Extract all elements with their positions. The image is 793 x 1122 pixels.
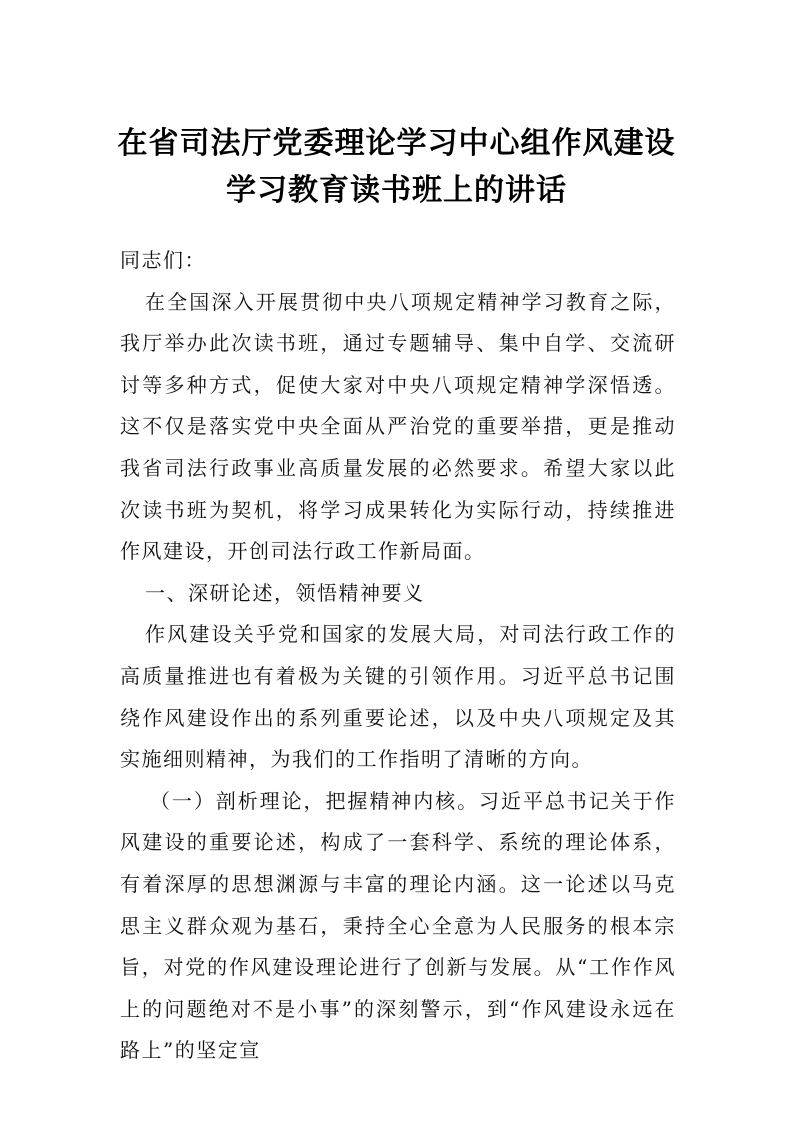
document-body bbox=[120, 240, 676, 1072]
section-heading-1: 一、深研论述，领悟精神要义 bbox=[145, 580, 425, 605]
greeting: 同志们： bbox=[120, 248, 206, 272]
paragraph-section-1: 作风建设关乎党和国家的发展大局，对司法行政工作的高质量推进也有着极为关键的引领作用。习近平总书记围绕作风建设作出的系列重要论述，以及中央八项规定及其实施细则精神，为我们的工作指明了清晰的方向。 bbox=[120, 622, 676, 772]
paragraph-subsection-1: （一）剖析理论，把握精神内核。习近平总书记关于作风建设的重要论述，构成了一套科学、系统的理论体系，有着深厚的思想渊源与丰富的理论内涵。这一论述以马克思主义群众观为基石，秉持全心全意为人民服务的根本宗旨，对党的作风建设理论进行了创新与发展。从“工作作风上的问题绝对不是小事”的深刻警示，到“作风建设永远在路上”的坚定宣 bbox=[120, 788, 676, 1063]
document-title-line-2: 学习教育读书班上的讲话 bbox=[226, 173, 567, 208]
paragraph-intro: 在全国深入开展贯彻中央八项规定精神学习教育之际，我厅举办此次读书班，通过专题辅导、集中自学、交流研讨等多种方式，促使大家对中央八项规定精神学深悟透。这不仅是落实党中央全面从严治党的重要举措，更是推动我省司法行政事业高质量发展的必然要求。希望大家以此次读书班为契机，将学习成果转化为实际行动，持续推进作风建设，开创司法行政工作新局面。 bbox=[120, 289, 676, 564]
document-title-line-1: 在省司法厅党委理论学习中心组作风建设 bbox=[117, 126, 676, 161]
